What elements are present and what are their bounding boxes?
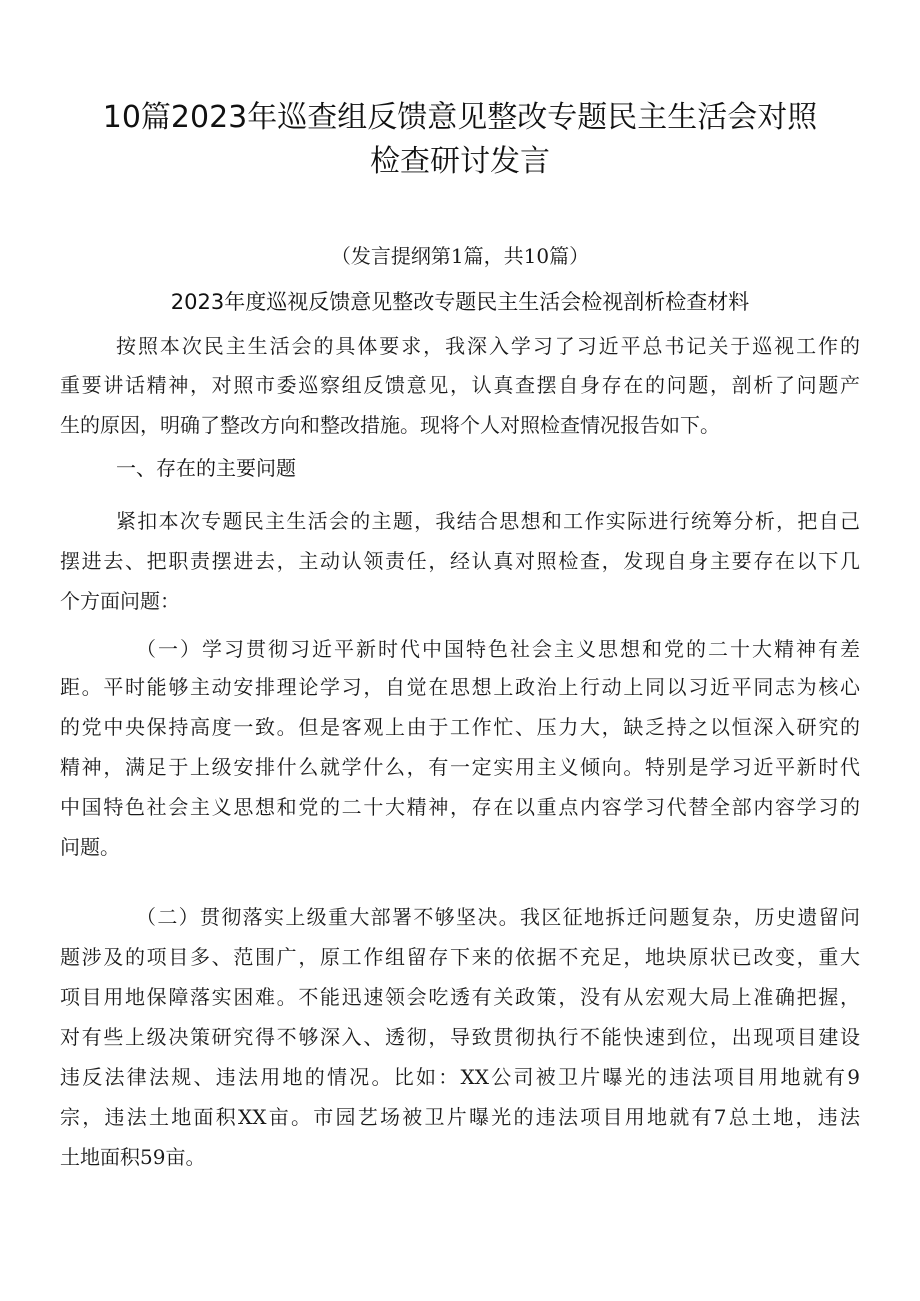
point2-line: 项目用地保障落实困难。不能迅速领会吃透有关政策，没有从宏观大局上准确把握， <box>60 985 860 1009</box>
point1-line: 精神，满足于上级安排什么就学什么，有一定实用主义倾向。特别是学习近平新时代 <box>60 755 860 779</box>
section-line: 个方面问题： <box>60 589 180 613</box>
point2-line: 对有些上级决策研究得不够深入、透彻，导致贯彻执行不能快速到位，出现项目建设 <box>60 1025 860 1049</box>
point2-line: 题涉及的项目多、范围广，原工作组留存下来的依据不充足，地块原状已改变，重大 <box>60 945 860 969</box>
point1-line: 的党中央保持高度一致。但是客观上由于工作忙、压力大，缺乏持之以恒深入研究的 <box>60 715 860 739</box>
material-heading: 2023年度巡视反馈意见整改专题民主生活会检视剖析检查材料 <box>170 290 750 314</box>
point1-line: 问题。 <box>60 835 120 859</box>
section-heading: 一、存在的主要问题 <box>116 456 296 480</box>
intro-line: 生的原因，明确了整改方向和整改措施。现将个人对照检查情况报告如下。 <box>60 413 720 437</box>
point1-line: （一）学习贯彻习近平新时代中国特色社会主义思想和党的二十大精神有差 <box>136 637 860 661</box>
section-line: 摆进去、把职责摆进去，主动认领责任，经认真对照检查，发现自身主要存在以下几 <box>60 549 860 573</box>
point2-line: 宗，违法土地面积XX亩。市园艺场被卫片曝光的违法项目用地就有7总土地，违法 <box>60 1105 860 1129</box>
intro-line: 按照本次民主生活会的具体要求，我深入学习了习近平总书记关于巡视工作的 <box>116 334 860 358</box>
document-title-line-1: 10篇2023年巡查组反馈意见整改专题民主生活会对照 <box>102 100 818 135</box>
point2-line: （二）贯彻落实上级重大部署不够坚决。我区征地拆迁问题复杂，历史遗留问 <box>136 905 860 929</box>
section-line: 紧扣本次专题民主生活会的主题，我结合思想和工作实际进行统筹分析，把自己 <box>116 509 860 533</box>
point1-line: 中国特色社会主义思想和党的二十大精神，存在以重点内容学习代替全部内容学习的 <box>60 795 860 819</box>
point2-line: 违反法律法规、违法用地的情况。比如：XX公司被卫片曝光的违法项目用地就有9 <box>60 1065 860 1089</box>
point2-line: 土地面积59亩。 <box>60 1145 206 1169</box>
intro-line: 重要讲话精神，对照市委巡察组反馈意见，认真查摆自身存在的问题，剖析了问题产 <box>60 373 860 397</box>
point1-line: 距。平时能够主动安排理论学习，自觉在思想上政治上行动上同以习近平同志为核心 <box>60 675 860 699</box>
document-title-line-2: 检查研讨发言 <box>370 144 550 179</box>
outline-subtitle: （发言提纲第1篇，共10篇） <box>330 244 590 268</box>
